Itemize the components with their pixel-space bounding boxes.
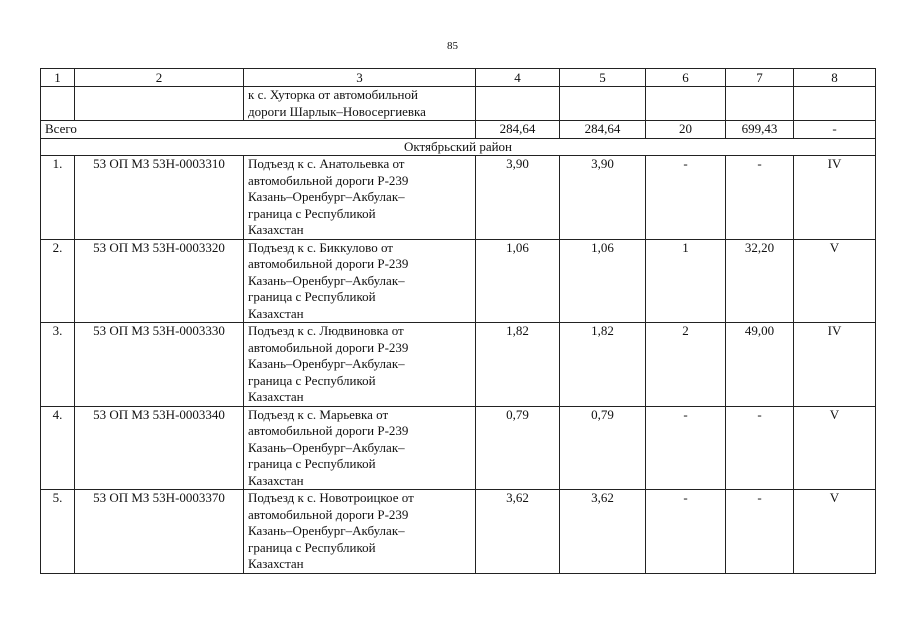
road-length-hard: 3,90 <box>560 156 646 240</box>
empty-cell <box>726 87 794 121</box>
road-category: V <box>794 490 876 574</box>
road-col7: - <box>726 406 794 490</box>
road-length-hard: 1,82 <box>560 323 646 407</box>
road-length-hard: 0,79 <box>560 406 646 490</box>
table-row <box>41 490 876 574</box>
total-length-hard: 284,64 <box>560 121 646 139</box>
road-category: V <box>794 406 876 490</box>
road-category: V <box>794 239 876 323</box>
road-category: IV <box>794 156 876 240</box>
total-count: 20 <box>646 121 726 139</box>
road-col6: - <box>646 406 726 490</box>
name-line: граница с Республикой <box>248 539 376 555</box>
row-number: 4. <box>41 406 75 490</box>
name-line: Казахстан <box>248 556 304 571</box>
empty-cell <box>41 87 75 121</box>
name-line: автомобильной дороги Р-239 <box>248 172 409 188</box>
row-number: 5. <box>41 490 75 574</box>
road-code: 53 ОП МЗ 53Н-0003340 <box>75 406 244 490</box>
name-line: граница с Республикой <box>248 289 376 304</box>
name-line: Казахстан <box>248 222 304 237</box>
name-line: к с. Хуторка от автомобильной <box>248 87 418 102</box>
table-row <box>41 239 876 323</box>
road-length: 1,82 <box>476 323 560 407</box>
header-cell-6: 6 <box>646 69 726 87</box>
name-line: Подъезд к с. Анатольевка от <box>248 156 405 171</box>
road-length: 0,79 <box>476 406 560 490</box>
road-col7: 49,00 <box>726 323 794 407</box>
empty-cell <box>75 87 244 121</box>
road-code: 53 ОП МЗ 53Н-0003320 <box>75 239 244 323</box>
continuation-row <box>41 87 876 121</box>
header-row <box>41 69 876 87</box>
road-length-hard: 3,62 <box>560 490 646 574</box>
name-line: Казань–Оренбург–Акбулак– <box>248 272 405 288</box>
header-cell-1: 1 <box>41 69 75 87</box>
total-col8: - <box>794 121 876 139</box>
road-length: 3,90 <box>476 156 560 240</box>
road-col6: 2 <box>646 323 726 407</box>
table-row <box>41 323 876 407</box>
name-line: Казань–Оренбург–Акбулак– <box>248 189 405 204</box>
name-line: Подъезд к с. Новотроицкое от <box>248 490 414 505</box>
district-name: Октябрьский район <box>41 138 876 156</box>
header-cell-7: 7 <box>726 69 794 87</box>
road-col7: - <box>726 156 794 240</box>
name-line: Казань–Оренбург–Акбулак– <box>248 356 405 371</box>
road-code: 53 ОП МЗ 53Н-0003310 <box>75 156 244 240</box>
road-name <box>244 323 476 407</box>
road-name <box>244 156 476 240</box>
name-line: Казань–Оренбург–Акбулак– <box>248 439 405 455</box>
name-line: Казахстан <box>248 389 304 404</box>
header-cell-5: 5 <box>560 69 646 87</box>
name-line: дороги Шарлык–Новосергиевка <box>248 103 426 119</box>
total-length: 284,64 <box>476 121 560 139</box>
road-length-hard: 1,06 <box>560 239 646 323</box>
header-cell-4: 4 <box>476 69 560 87</box>
road-col7: - <box>726 490 794 574</box>
row-number: 3. <box>41 323 75 407</box>
empty-cell <box>476 87 560 121</box>
road-col6: - <box>646 156 726 240</box>
road-name <box>244 239 476 323</box>
name-line: Подъезд к с. Марьевка от <box>248 406 389 422</box>
name-line: Подъезд к с. Людвиновка от <box>248 323 404 338</box>
road-length: 1,06 <box>476 239 560 323</box>
row-number: 2. <box>41 239 75 323</box>
road-category: IV <box>794 323 876 407</box>
road-name <box>244 490 476 574</box>
header-cell-8: 8 <box>794 69 876 87</box>
table-row <box>41 406 876 490</box>
continuation-name-cell <box>244 87 476 121</box>
name-line: Казань–Оренбург–Акбулак– <box>248 523 405 538</box>
empty-cell <box>560 87 646 121</box>
name-line: граница с Республикой <box>248 205 376 221</box>
road-code: 53 ОП МЗ 53Н-0003330 <box>75 323 244 407</box>
road-col6: 1 <box>646 239 726 323</box>
total-row <box>41 121 876 139</box>
name-line: Подъезд к с. Биккулово от <box>248 239 393 255</box>
empty-cell <box>794 87 876 121</box>
name-line: граница с Республикой <box>248 456 376 471</box>
road-col7: 32,20 <box>726 239 794 323</box>
total-col7: 699,43 <box>726 121 794 139</box>
empty-cell <box>646 87 726 121</box>
road-code: 53 ОП МЗ 53Н-0003370 <box>75 490 244 574</box>
road-col6: - <box>646 490 726 574</box>
road-length: 3,62 <box>476 490 560 574</box>
road-name <box>244 406 476 490</box>
name-line: граница с Республикой <box>248 372 376 388</box>
name-line: автомобильной дороги Р-239 <box>248 256 409 271</box>
name-line: автомобильной дороги Р-239 <box>248 339 409 355</box>
header-cell-2: 2 <box>75 69 244 87</box>
name-line: Казахстан <box>248 472 304 488</box>
name-line: автомобильной дороги Р-239 <box>248 423 409 438</box>
name-line: Казахстан <box>248 305 304 321</box>
name-line: автомобильной дороги Р-239 <box>248 506 409 522</box>
district-row <box>41 138 876 156</box>
total-label: Всего <box>41 121 476 139</box>
row-number: 1. <box>41 156 75 240</box>
roads-table <box>40 68 876 574</box>
header-cell-3: 3 <box>244 69 476 87</box>
table-row <box>41 156 876 240</box>
page-number: 85 <box>447 40 458 52</box>
